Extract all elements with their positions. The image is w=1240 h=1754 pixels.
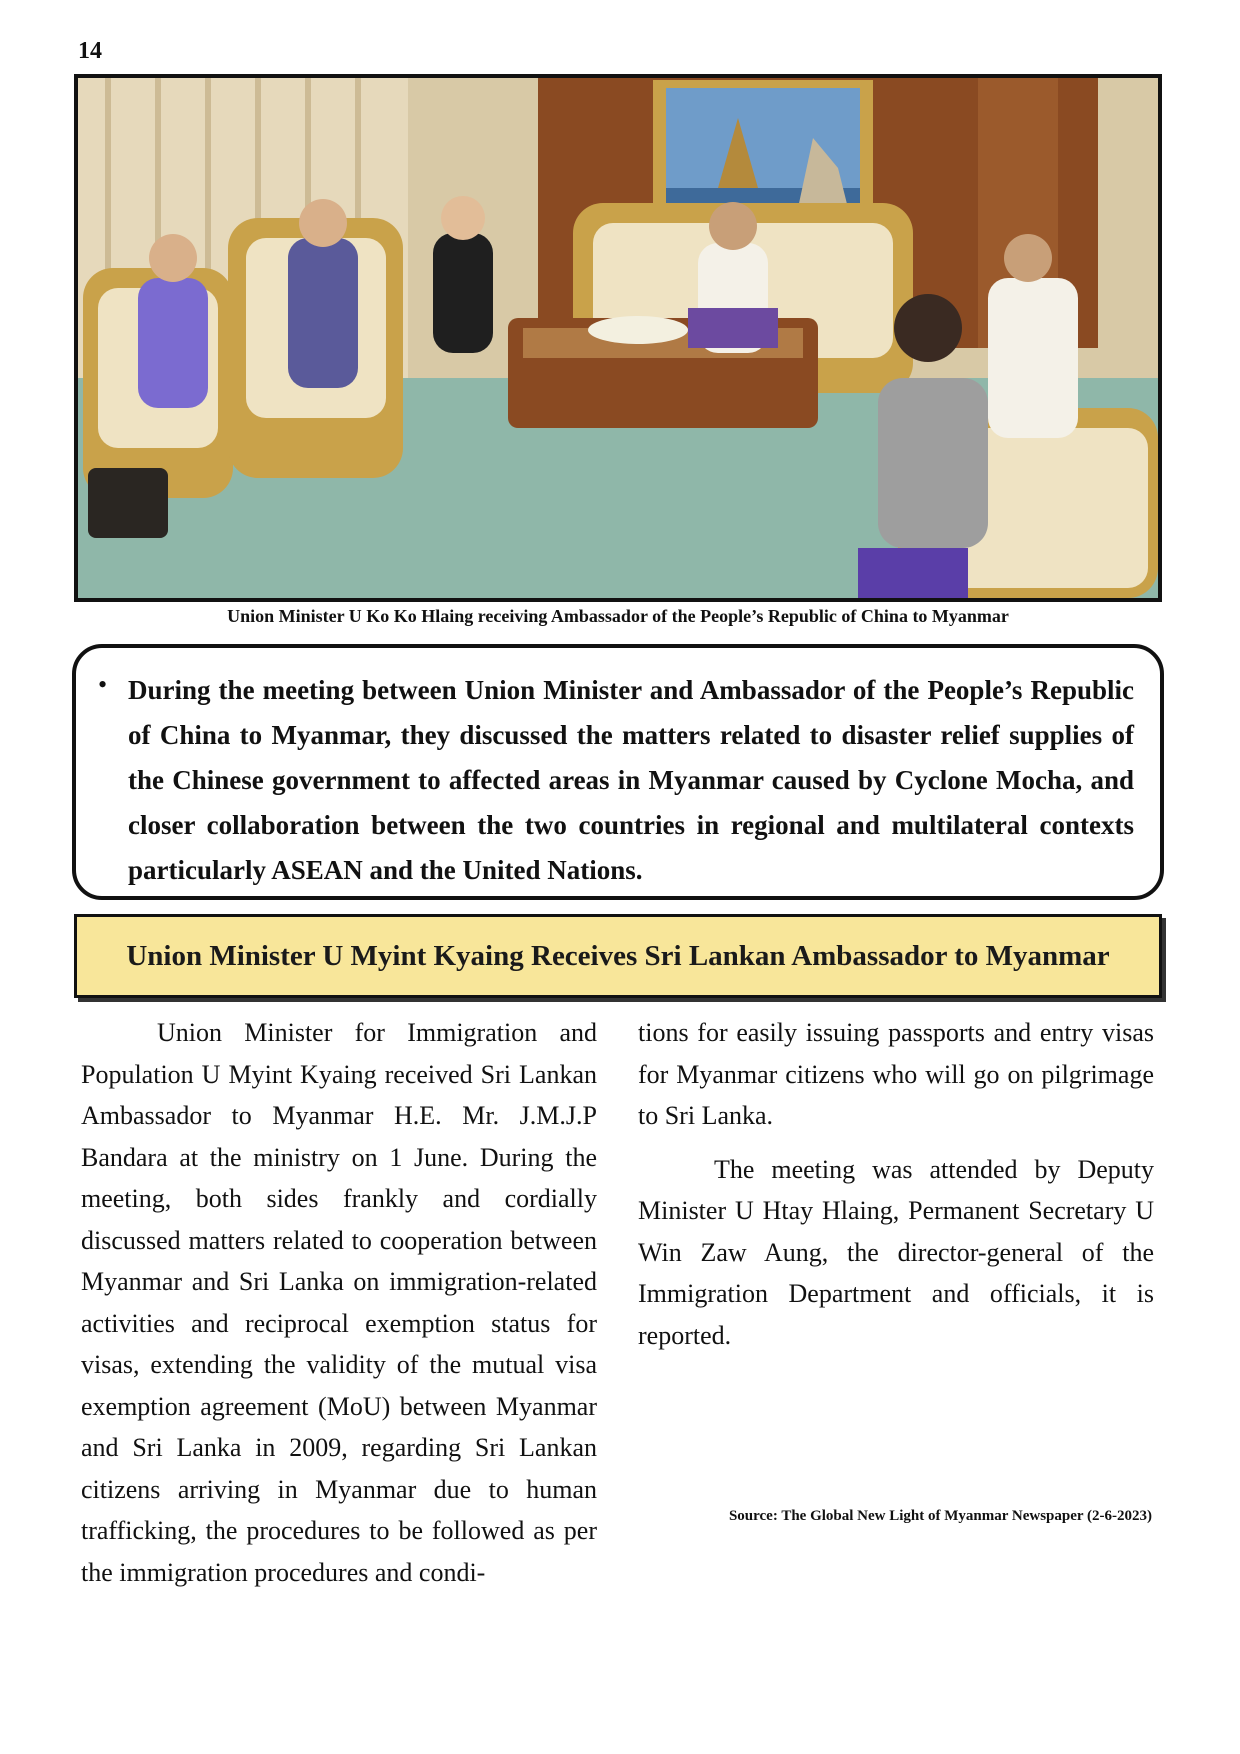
meeting-photo [74,74,1162,602]
article-paragraph-1: Union Minister for Immigration and Population U Myint Kyaing received Sri Lankan Ambassador to Myanmar H.E. Mr. J.M.J.P Bandara at the ministry on 1 June. During the meeting, both sides frankly and cordially discussed matters related to cooperation between Myanmar and Sri Lanka on immigration-related activities and reciprocal exemption status for visas, extending the validity of the mutual visa exemption agreement (MoU) between Myanmar and Sri Lanka in 2009, regarding Sri Lankan citizens arriving in Myanmar due to human trafficking, the procedures to be followed as per the immigration procedures and condi- [81,1018,597,1587]
article-column-right [638,1012,1154,1368]
bullet-icon: • [98,670,108,699]
article-headline: Union Minister U Myint Kyaing Receives Sri Lankan Ambassador to Myanmar [126,939,1110,972]
highlight-text: During the meeting between Union Minister and Ambassador of the People’s Republic of China to Myanmar, they discussed the matters related to disaster relief supplies of the Chinese government to affected areas in Myanmar caused by Cyclone Mocha, and closer collaboration between the two countries in regional and multilateral contexts particularly ASEAN and the United Nations. [128,675,1134,885]
article-paragraph-1-continued: tions for easily issuing passports and entry visas for Myanmar citizens who will go on pilgrimage to Sri Lanka. [638,1018,1154,1130]
article-paragraph-2: The meeting was attended by Deputy Minister U Htay Hlaing, Permanent Secretary U Win Zaw Aung, the director-general of the Immigration Department and officials, it is reported. [638,1154,1154,1350]
photo-caption: Union Minister U Ko Ko Hlaing receiving Ambassador of the People’s Republic of China to Myanmar [227,606,1009,626]
article-headline-box [74,914,1162,998]
highlight-box [72,644,1164,900]
page-number: 14 [78,38,102,64]
source-credit: Source: The Global New Light of Myanmar Newspaper (2-6-2023) [728,1508,1152,1524]
article-column-left [81,1012,597,1605]
meeting-photo-illustration [78,78,1158,598]
